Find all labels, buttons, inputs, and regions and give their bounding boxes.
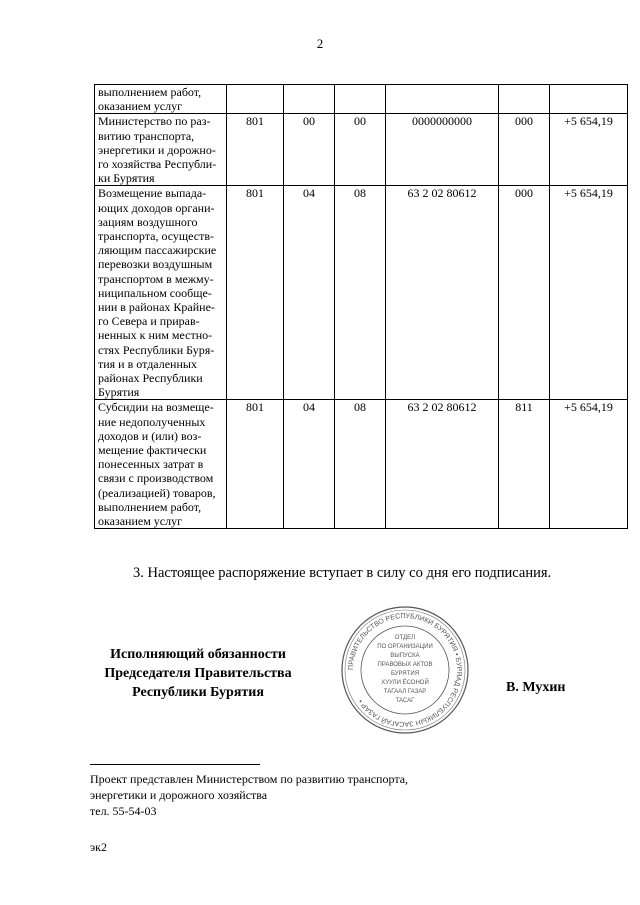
clause-3: 3. Настоящее распоряжение вступает в силу со дня его подписания. (133, 565, 552, 581)
cell-pr: 00 (335, 114, 386, 186)
signer-name: В. Мухин (506, 680, 566, 695)
footnote-divider (90, 764, 260, 765)
cell-vr: 000 (499, 186, 550, 400)
cell-sum: +5 654,19 (550, 114, 628, 186)
cell-name-line: выполнением работ, (98, 85, 202, 99)
cell-name (95, 400, 227, 529)
cell-name-line: тия и в отдаленных (98, 356, 197, 371)
seal-center-line: БУРЯТИЯ (390, 671, 420, 677)
cell-name-line: ненных к ним местно- (98, 328, 213, 343)
seal-center-line: ВЫПУСКА (390, 653, 420, 659)
cell-name-line: транспорта, осуществ- (98, 229, 215, 244)
cell-name-line: ющих доходов органи- (98, 200, 215, 215)
official-seal (340, 605, 470, 735)
seal-center-line: ОТДЕЛ (394, 635, 416, 641)
cell-name-line: Субсидии на возмеще- (98, 400, 214, 415)
table-row (95, 114, 628, 186)
signer-position-line: Республики Бурятия (132, 685, 264, 700)
cell-name-line: оказанием услуг (98, 99, 183, 114)
footnote (90, 771, 408, 819)
seal-center-line: ПО ОРГАНИЗАЦИИ (377, 644, 433, 650)
seal-center-line: ТАГААЛ ГАЗАР (383, 689, 427, 695)
cell-grbs: 801 (227, 114, 284, 186)
cell-name-line: районах Республики (98, 371, 203, 386)
footnote-line: энергетики и дорожного хозяйства (90, 788, 268, 802)
cell-name-line: ки Бурятия (98, 171, 155, 186)
cell-grbs: 801 (227, 400, 284, 529)
cell-name-line: Бурятия (98, 385, 140, 400)
cell-name (95, 186, 227, 400)
cell-pr (335, 85, 386, 114)
signer-position-line: Председателя Правительства (104, 666, 292, 681)
cell-name-line: ние недополученных (98, 414, 206, 429)
cell-name-line: ляющим пассажирские (98, 243, 217, 258)
page-number: 2 (316, 36, 324, 51)
cell-name-line: понесенных затрат в (98, 457, 204, 472)
cell-rz (284, 85, 335, 114)
cell-rz: 04 (284, 186, 335, 400)
cell-name-line: транспортом в межму- (98, 271, 214, 286)
cell-name-line: выполнением работ, (98, 499, 202, 514)
cell-name-line: доходов и (или) воз- (98, 428, 202, 443)
cell-csr: 63 2 02 80612 (386, 400, 499, 529)
cell-name-line: витию транспорта, (98, 128, 195, 143)
cell-vr: 000 (499, 114, 550, 186)
cell-rz: 04 (284, 400, 335, 529)
signer-position-line: Исполняющий обязанности (110, 647, 286, 662)
svg-text:ПРАВИТЕЛЬСТВО РЕСПУБЛИКИ БУРЯТ (348, 613, 462, 727)
cell-name-line: энергетики и дорожно- (98, 142, 216, 157)
cell-rz: 00 (284, 114, 335, 186)
cell-name-line: зациям воздушного (98, 214, 198, 229)
cell-name-line: связи с производством (98, 471, 214, 486)
seal-center-line: ХУУЛИ ЁСОНОЙ (381, 680, 429, 686)
cell-name-line: мещение фактически (98, 443, 207, 458)
seal-center-line: ПРАВОВЫХ АКТОВ (377, 662, 433, 668)
cell-name-line: нии в районах Крайне- (98, 300, 215, 315)
table-row (95, 85, 628, 114)
cell-name-line: стях Республики Буря- (98, 342, 215, 357)
signer-position (84, 645, 312, 702)
cell-grbs (227, 85, 284, 114)
cell-csr: 0000000000 (386, 114, 499, 186)
footnote-line: Проект представлен Министерством по развитию транспорта, (90, 772, 409, 786)
cell-name (95, 114, 227, 186)
cell-sum: +5 654,19 (550, 186, 628, 400)
cell-name-line: ниципальном сообще- (98, 285, 212, 300)
cell-name-line: го Севера и прирав- (98, 314, 200, 329)
cell-name-line: (реализацией) товаров, (98, 485, 216, 500)
cell-sum (550, 85, 628, 114)
document-code: эк2 (90, 840, 107, 854)
cell-name-line: Министерство по раз- (98, 114, 211, 129)
table-row (95, 186, 628, 400)
seal-center-line: ТАСАГ (395, 698, 415, 704)
cell-csr: 63 2 02 80612 (386, 186, 499, 400)
cell-name-line: го хозяйства Республи- (98, 157, 217, 172)
cell-pr: 08 (335, 186, 386, 400)
cell-name-line: Возмещение выпада- (98, 186, 207, 201)
cell-vr (499, 85, 550, 114)
cell-name (95, 85, 227, 114)
cell-pr: 08 (335, 400, 386, 529)
table-row (95, 400, 628, 529)
cell-name-line: перевозки воздушным (98, 257, 213, 272)
footnote-line: тел. 55-54-03 (90, 804, 157, 818)
cell-sum: +5 654,19 (550, 400, 628, 529)
cell-name-line: оказанием услуг (98, 514, 183, 529)
cell-csr (386, 85, 499, 114)
seal-ring-text: ПРАВИТЕЛЬСТВО РЕСПУБЛИКИ БУРЯТИЯ • БУРЯАД РЕСПУБЛИКЫН ЗАСАГАЙ ГАЗАР • (347, 612, 463, 728)
cell-grbs: 801 (227, 186, 284, 400)
cell-vr: 811 (499, 400, 550, 529)
budget-table (94, 84, 628, 529)
